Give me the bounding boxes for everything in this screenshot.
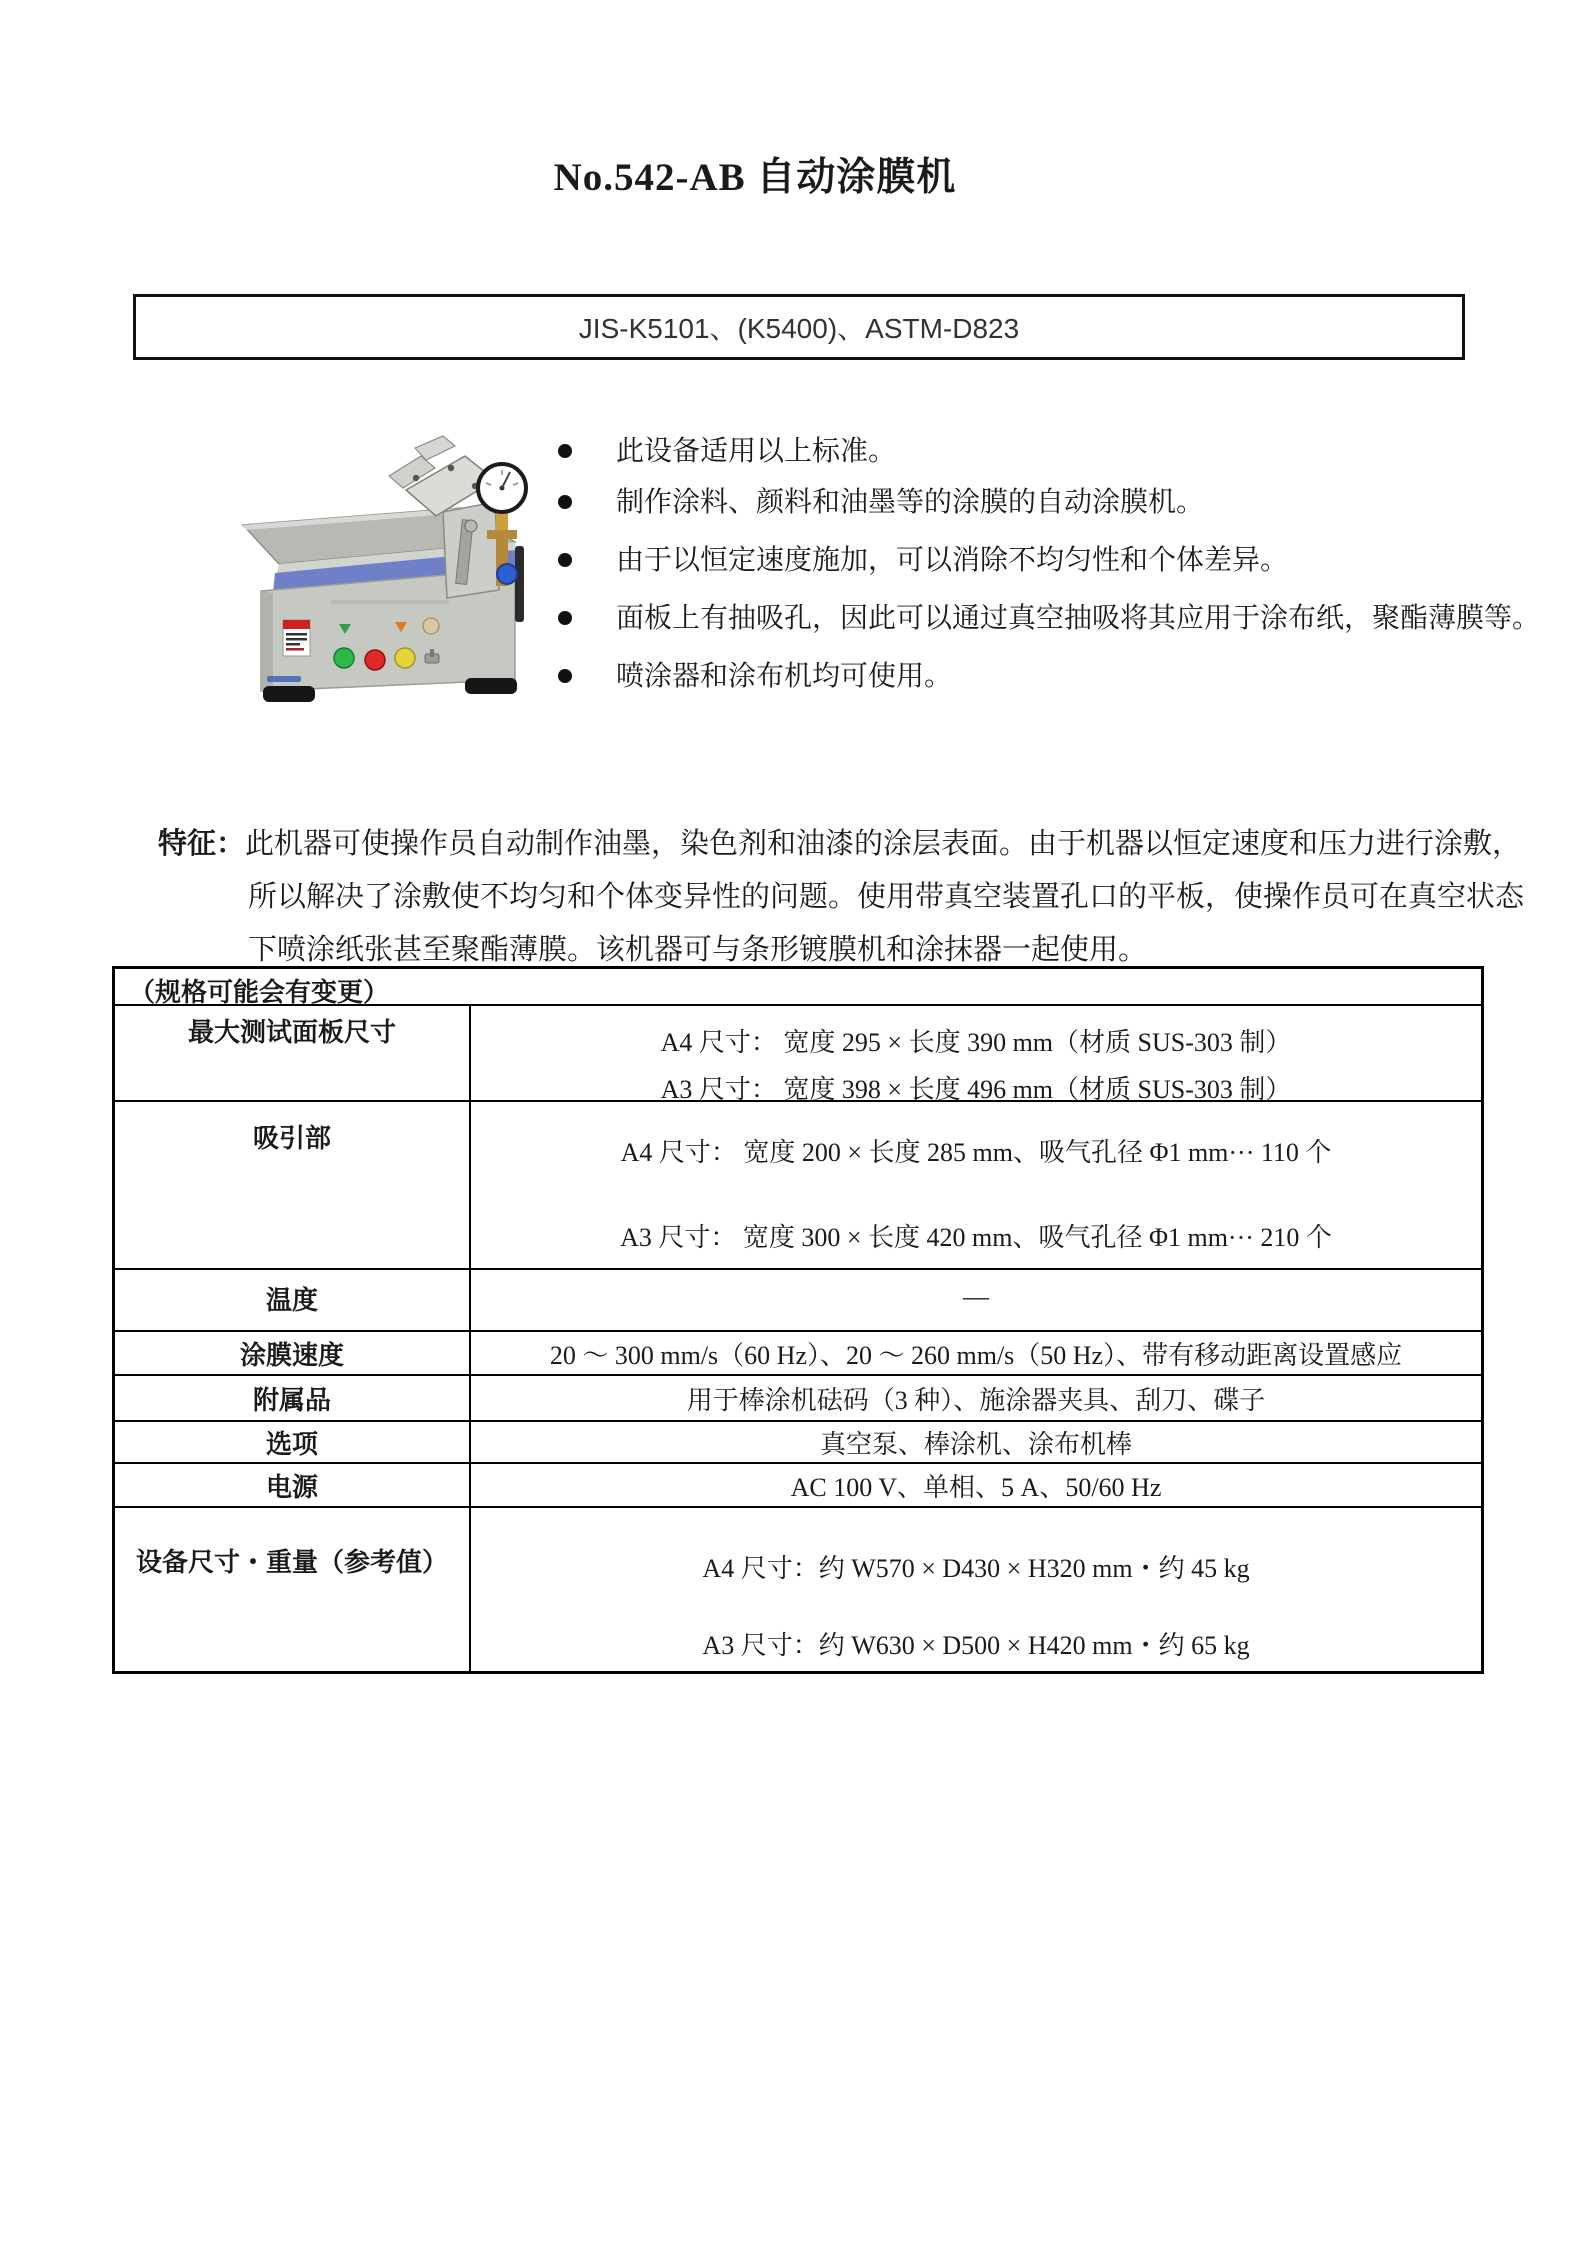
- row-value: —: [963, 1282, 989, 1311]
- table-row-max-panel-size: [115, 1004, 1481, 1104]
- brand-logo: [267, 676, 301, 682]
- table-row-accessories: [115, 1374, 1481, 1420]
- standards-box: [133, 294, 1465, 360]
- product-photo: [163, 428, 545, 710]
- bullet-icon: [558, 553, 572, 567]
- feature-bullet-list: [556, 430, 1541, 694]
- row-label: 温度: [115, 1270, 471, 1330]
- row-label: 选项: [115, 1422, 471, 1462]
- table-row-dimensions-weight: [115, 1506, 1481, 1671]
- warning-label: [283, 620, 310, 656]
- film-applicator-illustration: [163, 428, 545, 710]
- row-label: 最大测试面板尺寸: [115, 1006, 471, 1100]
- list-item: 此设备适用以上标准。: [556, 434, 1541, 469]
- features-paragraph: [158, 818, 1540, 977]
- bullet-icon: [558, 495, 572, 509]
- green-button: [334, 648, 354, 668]
- blue-knob-icon: [497, 564, 517, 584]
- row-label: 附属品: [115, 1376, 471, 1420]
- row-label: 涂膜速度: [115, 1332, 471, 1374]
- row-value: A4 尺寸： 宽度 200 × 长度 285 mm、吸气孔径 Φ1 mm··· 110 个 A3 尺寸： 宽度 300 × 长度 420 mm、吸气孔径 Φ1 mm··· 210 个: [620, 1138, 1332, 1252]
- list-item: 面板上有抽吸孔，因此可以通过真空抽吸将其应用于涂布纸，聚酯薄膜等。: [556, 601, 1541, 636]
- page-title: No.542-AB 自动涂膜机: [553, 156, 957, 199]
- list-item: 喷涂器和涂布机均可使用。: [556, 659, 1541, 694]
- row-value: 真空泵、棒涂机、涂布机棒: [819, 1429, 1132, 1459]
- table-row-power: [115, 1462, 1481, 1506]
- bullet-icon: [558, 611, 572, 625]
- table-row-temperature: [115, 1268, 1481, 1330]
- yellow-button: [395, 648, 415, 668]
- beige-knob-icon: [423, 618, 439, 634]
- list-item: 由于以恒定速度施加，可以消除不均匀性和个体差异。: [556, 543, 1541, 578]
- bullet-icon: [558, 669, 572, 683]
- row-value: 20 ～ 300 mm/s（60 Hz）、20 ～ 260 mm/s（50 Hz）、带有移动距离设置感应: [549, 1340, 1403, 1370]
- standards-text: JIS-K5101、(K5400)、ASTM-D823: [578, 313, 1020, 344]
- features-label: 特征：: [158, 828, 246, 860]
- list-item: 制作涂料、颜料和油墨等的涂膜的自动涂膜机。: [556, 485, 1541, 520]
- table-row-suction: [115, 1100, 1481, 1268]
- row-label: 吸引部: [115, 1102, 471, 1268]
- row-label: 设备尺寸・重量（参考值）: [115, 1508, 471, 1671]
- row-value: A4 尺寸： 宽度 295 × 长度 390 mm（材质 SUS-303 制） A3 尺寸： 宽度 398 × 长度 496 mm（材质 SUS-303 制）: [660, 1028, 1292, 1104]
- row-label: 电源: [115, 1464, 471, 1506]
- spec-note-row: （规格可能会有变更）: [129, 978, 390, 1007]
- row-value: AC 100 V、单相、5 A、50/60 Hz: [790, 1472, 1162, 1502]
- red-button: [365, 650, 385, 670]
- spec-table: [112, 966, 1484, 1674]
- features-text: 此机器可使操作员自动制作油墨，染色剂和油漆的涂层表面。由于机器以恒定速度和压力进行涂敷，所以解决了涂敷使不均匀和个体变异性的问题。使用带真空装置孔口的平板，使操作员可在真空状态下喷涂纸张甚至聚酯薄膜。该机器可与条形镀膜机和涂抹器一起使用。: [245, 828, 1525, 966]
- table-row-options: [115, 1420, 1481, 1462]
- bullet-icon: [558, 444, 572, 458]
- row-value: 用于棒涂机砝码（3 种）、施涂器夹具、刮刀、碟子: [686, 1385, 1266, 1415]
- table-row-coating-speed: [115, 1330, 1481, 1374]
- row-value: A4 尺寸：约 W570 × D430 × H320 mm・约 45 kg A3 尺寸：约 W630 × D500 × H420 mm・约 65 kg: [702, 1554, 1250, 1660]
